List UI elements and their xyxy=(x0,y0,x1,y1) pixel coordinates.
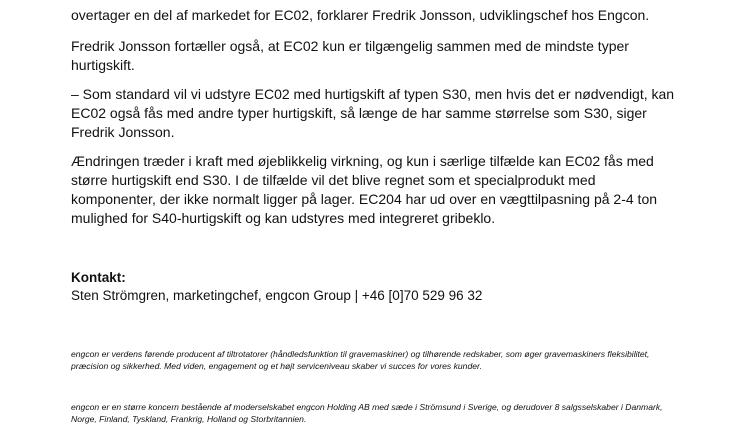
cut-off-text-line xyxy=(71,0,681,5)
paragraph-ec02-market: overtager en del af markedet for EC02, forklarer Fredrik Jonsson, udviklingschef hos Engcon. xyxy=(71,7,650,23)
paragraph-change-effective: Ændringen træder i kraft med øjeblikkelig virkning, og kun i særlige tilfælde kan EC02 fås med større hurtigskift end S30. I de tilfælde vil det blive regnet som et specialprodukt med komponenter, der ikke normalt ligger på lager. EC204 har ud over en vægttilpasning på 2-4 ton mulighed for S40-hurtigskift og kan udstyres med integreret gribeklo. xyxy=(71,153,658,226)
contact-details: Sten Strömgren, marketingchef, engcon Group | +46 [0]70 529 96 32 xyxy=(71,288,483,303)
paragraph-availability: Fredrik Jonsson fortæller også, at EC02 kun er tilgængelig sammen med de mindste typer hurtigskift. xyxy=(71,38,629,73)
about-group-text: engcon er en større koncern bestående af moderselskabet engcon Holding AB med sæde i Strömsund i Sverige, og derudover 8 salgsselskaber i Danmark, Norge, Finland, Tyskland, Frankrig, Holland og Storbritannien. xyxy=(71,402,663,424)
paragraph-standard-quickcoupler: – Som standard vil vi udstyre EC02 med hurtigskift af typen S30, men hvis det er nødvendigt, kan EC02 også fås med andre typer hurtigskift, så længe de har samme størrelse som S30, siger Fredrik Jonsson. xyxy=(71,86,675,140)
about-company-text: engcon er verdens førende producent af tiltrotatorer (håndledsfunktion til gravemaskiner) og tilhørende redskaber, som øger gravemaskiners fleksibilitet, præcision og sikkerhed. Med viden, engagement og et højt serviceniveau skaber vi succes for vores kunder. xyxy=(71,349,650,371)
contact-label: Kontakt: xyxy=(71,270,126,285)
